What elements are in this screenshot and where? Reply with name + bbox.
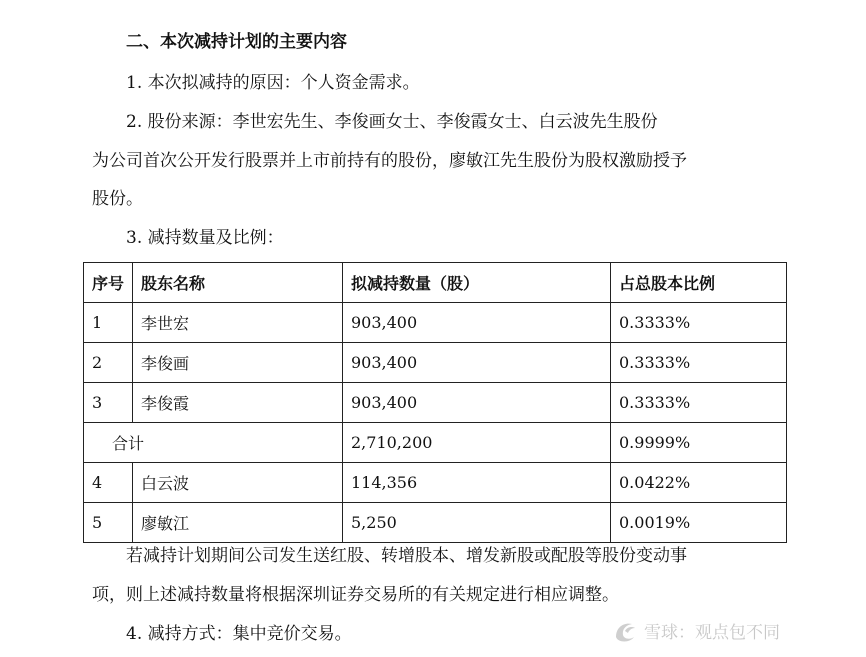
- cell-ratio: 0.0422%: [611, 463, 787, 503]
- header-qty: 拟减持数量（股）: [343, 263, 611, 303]
- cell-name: 李俊画: [133, 343, 343, 383]
- watermark: [612, 618, 780, 643]
- table-subtotal-row: [84, 423, 787, 463]
- cell-qty: 114,356: [343, 463, 611, 503]
- paragraph-method: 4. 减持方式：集中竞价交易。: [126, 624, 352, 644]
- table-row: [84, 383, 787, 423]
- cell-ratio: 0.3333%: [611, 343, 787, 383]
- cell-no: 2: [84, 343, 133, 383]
- watermark-text: 雪球：观点包不同: [644, 623, 780, 643]
- cell-name: 廖敏江: [133, 503, 343, 543]
- header-ratio: 占总股本比例: [611, 263, 787, 303]
- cell-qty: 903,400: [343, 303, 611, 343]
- cell-name: 李世宏: [133, 303, 343, 343]
- cell-qty: 903,400: [343, 383, 611, 423]
- cell-no: 3: [84, 383, 133, 423]
- section-title: 二、本次减持计划的主要内容: [126, 32, 347, 52]
- cell-ratio: 0.3333%: [611, 303, 787, 343]
- table-row: [84, 303, 787, 343]
- cell-subtotal-label: 合计: [84, 423, 343, 463]
- table-header-row: [84, 263, 787, 303]
- table-row: [84, 503, 787, 543]
- cell-ratio: 0.3333%: [611, 383, 787, 423]
- cell-no: 5: [84, 503, 133, 543]
- cell-qty: 5,250: [343, 503, 611, 543]
- cell-qty: 903,400: [343, 343, 611, 383]
- snowball-logo-icon: [612, 619, 638, 643]
- cell-no: 1: [84, 303, 133, 343]
- cell-ratio: 0.0019%: [611, 503, 787, 543]
- table-row: [84, 343, 787, 383]
- cell-name: 白云波: [133, 463, 343, 503]
- cell-no: 4: [84, 463, 133, 503]
- paragraph-reason: 1. 本次拟减持的原因：个人资金需求。: [126, 73, 420, 93]
- cell-ratio: 0.9999%: [611, 423, 787, 463]
- cell-qty: 2,710,200: [343, 423, 611, 463]
- paragraph-source-line-3: 股份。: [92, 189, 143, 209]
- header-name: 股东名称: [133, 263, 343, 303]
- table-row: [84, 463, 787, 503]
- paragraph-quantity-heading: 3. 减持数量及比例：: [126, 228, 284, 248]
- paragraph-adjustment-line-2: 项，则上述减持数量将根据深圳证券交易所的有关规定进行相应调整。: [92, 585, 619, 605]
- paragraph-adjustment-line-1: 若减持计划期间公司发生送红股、转增股本、增发新股或配股等股份变动事: [126, 546, 687, 566]
- cell-name: 李俊霞: [133, 383, 343, 423]
- paragraph-source-line-1: 2. 股份来源：李世宏先生、李俊画女士、李俊霞女士、白云波先生股份: [126, 112, 658, 132]
- paragraph-source-line-2: 为公司首次公开发行股票并上市前持有的股份，廖敏江先生股份为股权激励授予: [92, 151, 687, 171]
- reduction-table: [83, 262, 787, 543]
- header-no: 序号: [84, 263, 133, 303]
